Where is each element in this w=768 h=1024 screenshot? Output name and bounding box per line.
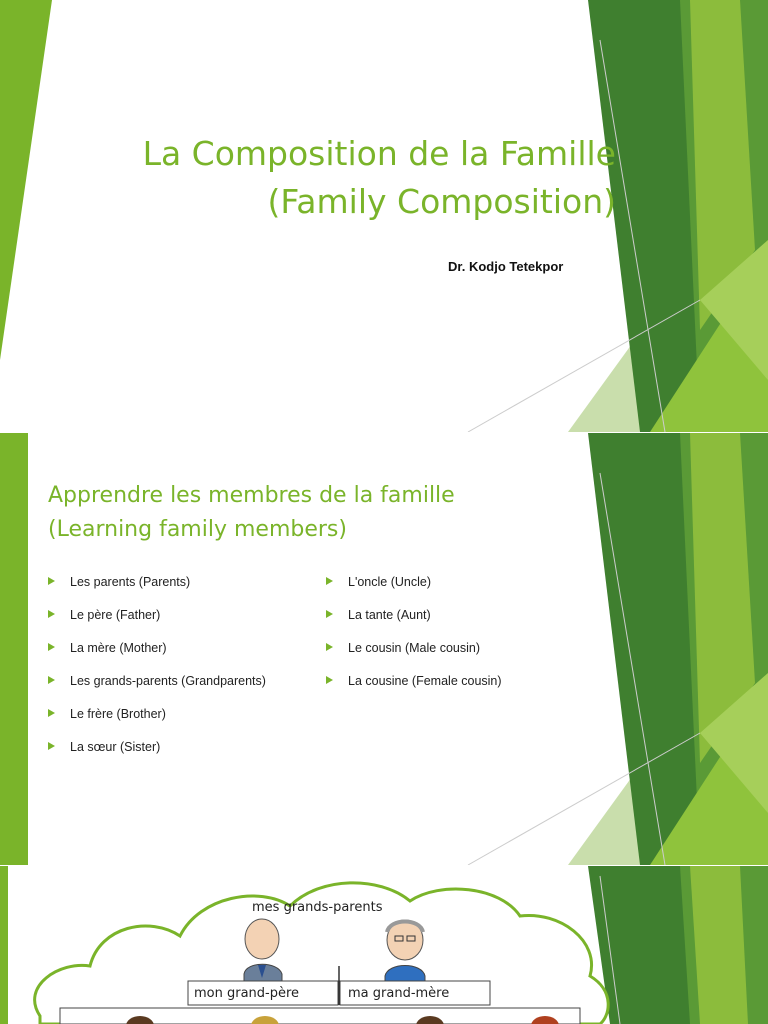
list-item: La cousine (Female cousin)	[326, 673, 502, 706]
bullet-arrow-icon	[48, 577, 55, 585]
bullet-arrow-icon	[48, 643, 55, 651]
grandmother-icon	[385, 920, 425, 982]
list-item: La sœur (Sister)	[48, 739, 266, 772]
list-item: L'oncle (Uncle)	[326, 574, 502, 607]
slide-title	[48, 479, 568, 547]
grandfather-label: mon grand-père	[194, 986, 300, 1001]
title-slide	[0, 0, 768, 432]
bullet-arrow-icon	[326, 610, 333, 618]
list-item: La tante (Aunt)	[326, 607, 502, 640]
title-line-1: La Composition de la Famille	[142, 134, 616, 173]
bullet-arrow-icon	[326, 643, 333, 651]
left-green-strip	[0, 866, 8, 1024]
left-green-strip	[0, 0, 52, 360]
bullet-arrow-icon	[326, 676, 333, 684]
author-name: Dr. Kodjo Tetekpor	[448, 259, 564, 274]
vocab-list-right	[326, 574, 502, 706]
list-item: Le cousin (Male cousin)	[326, 640, 502, 673]
title-line-2: (Learning family members)	[48, 517, 347, 542]
tree-heading: mes grands-parents	[252, 900, 383, 915]
slide-title	[56, 130, 616, 226]
bullet-arrow-icon	[48, 742, 55, 750]
bullet-arrow-icon	[48, 709, 55, 717]
list-item: La mère (Mother)	[48, 640, 266, 673]
list-item: Le frère (Brother)	[48, 706, 266, 739]
list-item: Les parents (Parents)	[48, 574, 266, 607]
title-line-1: Apprendre les membres de la famille	[48, 483, 455, 508]
title-line-2: (Family Composition)	[267, 182, 616, 221]
family-tree-slide	[0, 866, 768, 1024]
left-green-strip	[0, 433, 28, 865]
vocabulary-slide	[0, 433, 768, 865]
grandmother-label: ma grand-mère	[348, 986, 450, 1001]
list-item: Les grands-parents (Grandparents)	[48, 673, 266, 706]
right-green-facet	[690, 866, 748, 1024]
bullet-arrow-icon	[48, 610, 55, 618]
bullet-arrow-icon	[326, 577, 333, 585]
bullet-arrow-icon	[48, 676, 55, 684]
list-item: Le père (Father)	[48, 607, 266, 640]
grandfather-icon	[244, 919, 282, 982]
vocab-list-left	[48, 574, 266, 772]
